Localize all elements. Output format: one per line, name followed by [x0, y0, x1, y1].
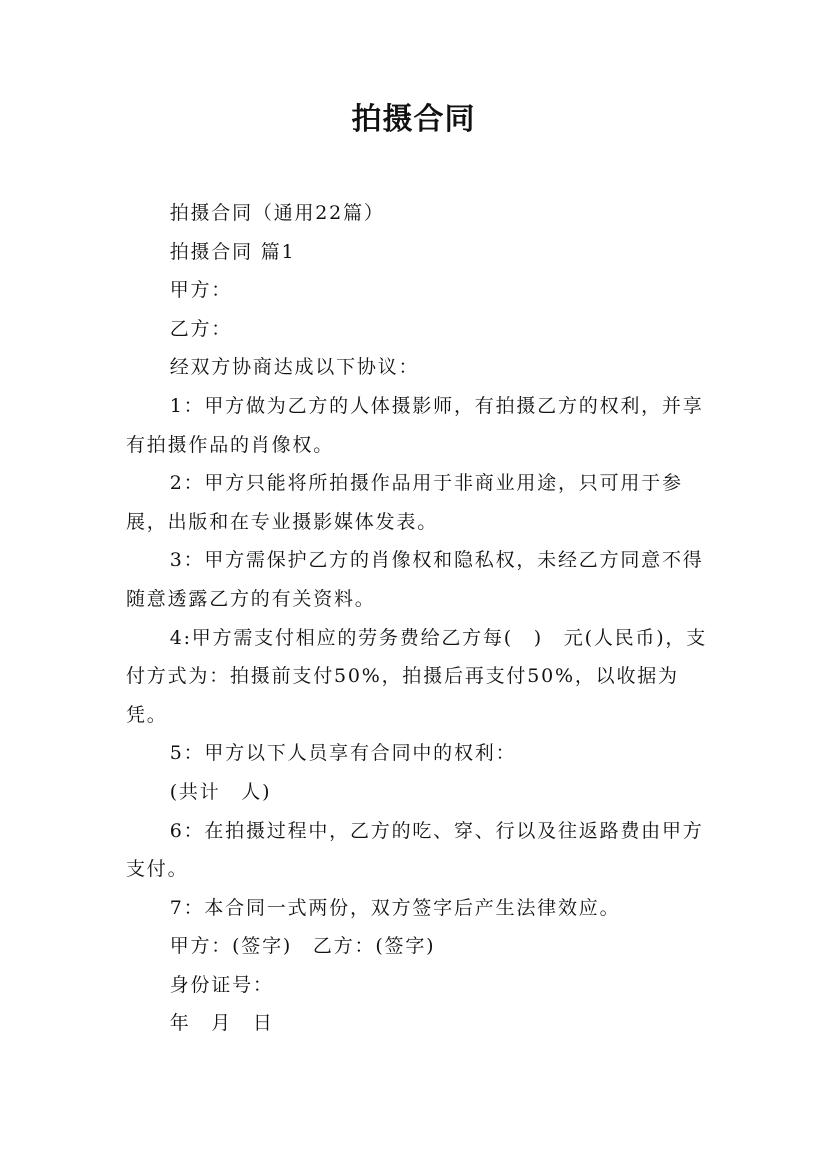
party-a-line: 甲方： [169, 279, 233, 302]
document-body [126, 194, 716, 1043]
id-number-line: 身份证号： [169, 973, 274, 996]
subtitle-paragraph: 拍摄合同（通用22篇） [169, 202, 385, 224]
clause-4: 4:甲方需支付相应的劳务费给乙方每( ) 元(人民币)，支付方式为：拍摄前支付50%，拍摄后再支付50%，以收据为凭。 [126, 626, 708, 726]
party-b-line: 乙方： [169, 317, 233, 340]
clause-7: 7：本合同一式两份，双方签字后产生法律效应。 [169, 896, 621, 919]
clause-2: 2：甲方只能将所拍摄作品用于非商业用途，只可用于参展，出版和在专业摄影媒体发表。 [126, 472, 683, 533]
clause-3: 3：甲方需保护乙方的肖像权和隐私权，未经乙方同意不得随意透露乙方的有关资料。 [126, 549, 704, 610]
clause-6: 6：在拍摄过程中，乙方的吃、穿、行以及往返路费由甲方支付。 [126, 819, 704, 881]
signature-line: 甲方：(签字) 乙方：(签字) [169, 935, 436, 958]
clause-5-count: (共计 人) [169, 780, 272, 803]
agreement-intro: 经双方协商达成以下协议： [169, 356, 420, 379]
clause-1: 1：甲方做为乙方的人体摄影师，有拍摄乙方的权利，并享有拍摄作品的肖像权。 [126, 394, 704, 456]
clause-5: 5：甲方以下人员享有合同中的权利： [169, 742, 517, 765]
date-line: 年 月 日 [169, 1012, 274, 1035]
section-heading: 拍摄合同 篇1 [169, 240, 296, 263]
document-title: 拍摄合同 [351, 102, 476, 137]
